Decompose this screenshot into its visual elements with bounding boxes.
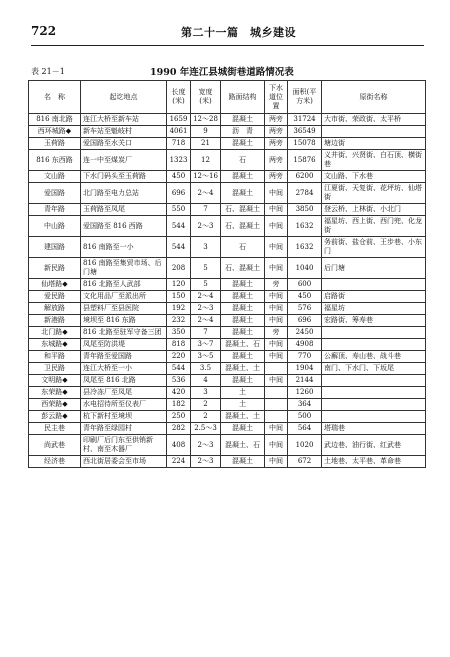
old-name-cell: 大市街、荣政街、太平桥: [322, 114, 426, 126]
sewer-cell: 中间: [265, 456, 288, 468]
old-name-cell: 后门塘: [322, 258, 426, 279]
width-cell: 12～28: [191, 114, 221, 126]
route-cell: 爱国路至 816 西路: [81, 216, 167, 237]
route-cell: 文化用品厂至派出所: [81, 291, 167, 303]
sewer-cell: 中间: [265, 339, 288, 351]
area-cell: 2450: [288, 327, 322, 339]
area-cell: 1260: [288, 387, 322, 399]
sewer-cell: 中间: [265, 435, 288, 456]
table-row: [29, 375, 426, 387]
old-name-cell: 武边巷、油行街、红武巷: [322, 435, 426, 456]
table-row: [29, 183, 426, 204]
route-cell: 印刷厂后门东至供销新村、南至木器厂: [81, 435, 167, 456]
sewer-cell: 两旁: [265, 138, 288, 150]
area-cell: 4908: [288, 339, 322, 351]
length-cell: 192: [167, 303, 191, 315]
road-name-cell: 新港路: [29, 315, 81, 327]
table-row: [29, 291, 426, 303]
road-name-cell: 爱民路: [29, 291, 81, 303]
width-cell: 5: [191, 279, 221, 291]
road-name-cell: 东荣路◆: [29, 387, 81, 399]
area-cell: 6200: [288, 171, 322, 183]
road-name-cell: 东城路◆: [29, 339, 81, 351]
route-cell: 爱国路至水关口: [81, 138, 167, 150]
surface-cell: 混凝土: [221, 375, 265, 387]
route-cell: 县冷冻厂至凤尾: [81, 387, 167, 399]
route-cell: 816 北路至人武部: [81, 279, 167, 291]
old-name-cell: [322, 399, 426, 411]
old-name-cell: 义井街、兴贤街、白石顶、横街巷: [322, 150, 426, 171]
surface-cell: 混凝土: [221, 456, 265, 468]
old-name-cell: 塔瑞巷: [322, 423, 426, 435]
table-row: [29, 150, 426, 171]
old-name-cell: 务前街、盐仓前、王步巷、小东门: [322, 237, 426, 258]
sewer-header: 下水道位置: [265, 81, 288, 114]
width-cell: 3～5: [191, 351, 221, 363]
road-name-cell: 民主巷: [29, 423, 81, 435]
table-label: 表 21－1: [31, 67, 65, 76]
area-cell: 600: [288, 279, 322, 291]
running-head: [31, 24, 424, 42]
length-cell: 718: [167, 138, 191, 150]
width-cell: 2: [191, 411, 221, 423]
old-name-cell: [322, 327, 426, 339]
surface-cell: 石、混凝土: [221, 216, 265, 237]
width-cell: 2～4: [191, 291, 221, 303]
old-name-cell: [322, 411, 426, 423]
old-name-cell: [322, 279, 426, 291]
length-cell: 544: [167, 216, 191, 237]
surface-cell: 混凝土: [221, 279, 265, 291]
route-cell: 凤尾至 816 北路: [81, 375, 167, 387]
sewer-cell: 旁: [265, 279, 288, 291]
route-cell: 水电招待所至仪表厂: [81, 399, 167, 411]
area-cell: 696: [288, 315, 322, 327]
road-name-cell: 尚武巷: [29, 435, 81, 456]
table-row: [29, 126, 426, 138]
length-cell: 1323: [167, 150, 191, 171]
length-cell: 536: [167, 375, 191, 387]
old-name-cell: [322, 375, 426, 387]
route-cell: 下水门码头至玉荷路: [81, 171, 167, 183]
table-row: [29, 435, 426, 456]
length-cell: 550: [167, 204, 191, 216]
width-cell: 9: [191, 126, 221, 138]
route-cell: 连一中至煤炭厂: [81, 150, 167, 171]
surface-cell: 土: [221, 387, 265, 399]
area-cell: 672: [288, 456, 322, 468]
length-cell: 182: [167, 399, 191, 411]
sewer-cell: 中间: [265, 183, 288, 204]
length-cell: 120: [167, 279, 191, 291]
sewer-cell: [265, 411, 288, 423]
surface-cell: 混凝土、石: [221, 435, 265, 456]
surface-cell: 混凝土: [221, 183, 265, 204]
surface-cell: 混凝土、土: [221, 411, 265, 423]
width-cell: 2～4: [191, 315, 221, 327]
table-row: [29, 387, 426, 399]
area-cell: 1632: [288, 237, 322, 258]
table-row: [29, 339, 426, 351]
table-row: [29, 423, 426, 435]
road-name-cell: 经济巷: [29, 456, 81, 468]
surface-cell: 混凝土: [221, 303, 265, 315]
route-cell: 青年路至绿园村: [81, 423, 167, 435]
table-row: [29, 204, 426, 216]
road-name-cell: 新民路: [29, 258, 81, 279]
width-cell: 2～3: [191, 456, 221, 468]
old-name-cell: 塘边街: [322, 138, 426, 150]
table-row: [29, 351, 426, 363]
area-header: 面积(平方米): [288, 81, 322, 114]
old-name-cell: 福星坊: [322, 303, 426, 315]
table-body: [29, 114, 426, 468]
area-cell: 576: [288, 303, 322, 315]
length-cell: 208: [167, 258, 191, 279]
road-name-cell: 西荣路◆: [29, 399, 81, 411]
surface-cell: 土: [221, 399, 265, 411]
width-cell: 2～3: [191, 303, 221, 315]
sewer-cell: 两旁: [265, 114, 288, 126]
area-cell: 1632: [288, 216, 322, 237]
route-cell: 816 南路至集贸市场、后门塘: [81, 258, 167, 279]
table-row: [29, 237, 426, 258]
old-name-cell: 福星坊、西上街、西门兜、化龙街: [322, 216, 426, 237]
surface-cell: 混凝土、土: [221, 363, 265, 375]
surface-cell: 混凝土: [221, 171, 265, 183]
surface-cell: 混凝土: [221, 315, 265, 327]
table-row: [29, 258, 426, 279]
old-name-cell: 土地巷、太平巷、革命巷: [322, 456, 426, 468]
old-name-cell: 南门、下水门、下坂尾: [322, 363, 426, 375]
route-cell: 青年路至爱国路: [81, 351, 167, 363]
route-cell: 西北街居委会至市场: [81, 456, 167, 468]
route-cell: 凤尾至防洪堤: [81, 339, 167, 351]
road-name-cell: 文明路◆: [29, 375, 81, 387]
road-name-cell: 爱国路: [29, 183, 81, 204]
table-title: 1990 年连江县城街巷道路情况表: [150, 67, 294, 78]
area-cell: 770: [288, 351, 322, 363]
area-cell: 31724: [288, 114, 322, 126]
route-header: 起讫地点: [81, 81, 167, 114]
surface-cell: 混凝土: [221, 291, 265, 303]
road-name-cell: 中山路: [29, 216, 81, 237]
road-name-cell: 西环城路◆: [29, 126, 81, 138]
length-cell: 150: [167, 291, 191, 303]
length-cell: 250: [167, 411, 191, 423]
area-cell: 1904: [288, 363, 322, 375]
sewer-cell: 中间: [265, 423, 288, 435]
road-name-cell: 和平路: [29, 351, 81, 363]
route-cell: 连江大桥至新车站: [81, 114, 167, 126]
sewer-cell: 两旁: [265, 150, 288, 171]
old-name-header: 原街名称: [322, 81, 426, 114]
surface-cell: 混凝土: [221, 327, 265, 339]
area-cell: 1040: [288, 258, 322, 279]
length-cell: 1659: [167, 114, 191, 126]
route-cell: 县塑料厂至县医院: [81, 303, 167, 315]
road-name-cell: 玉荷路: [29, 138, 81, 150]
area-cell: 564: [288, 423, 322, 435]
length-cell: 818: [167, 339, 191, 351]
surface-cell: 混凝土: [221, 114, 265, 126]
length-cell: 420: [167, 387, 191, 399]
length-cell: 450: [167, 171, 191, 183]
width-cell: 2: [191, 399, 221, 411]
surface-header: 路面结构: [221, 81, 265, 114]
surface-cell: 混凝土: [221, 138, 265, 150]
sewer-cell: 中间: [265, 258, 288, 279]
area-cell: 36549: [288, 126, 322, 138]
old-name-cell: [322, 126, 426, 138]
width-cell: 2～4: [191, 183, 221, 204]
area-cell: 1020: [288, 435, 322, 456]
sewer-cell: 两旁: [265, 126, 288, 138]
surface-cell: 石、混凝土: [221, 204, 265, 216]
length-cell: 224: [167, 456, 191, 468]
area-cell: 15078: [288, 138, 322, 150]
road-name-cell: 文山路: [29, 171, 81, 183]
length-cell: 282: [167, 423, 191, 435]
table-row: [29, 315, 426, 327]
header-rule: [31, 45, 424, 46]
area-cell: 364: [288, 399, 322, 411]
table-header: [29, 81, 426, 114]
road-name-cell: 青年路: [29, 204, 81, 216]
chapter-title: 第二十一篇 城乡建设: [181, 26, 296, 39]
sewer-cell: 中间: [265, 204, 288, 216]
width-cell: 2～3: [191, 216, 221, 237]
table-row: [29, 216, 426, 237]
surface-cell: 石、混凝土: [221, 258, 265, 279]
surface-cell: 混凝土: [221, 351, 265, 363]
surface-cell: 混凝土: [221, 423, 265, 435]
area-cell: 500: [288, 411, 322, 423]
old-name-cell: 公廨顶、寿山巷、战斗巷: [322, 351, 426, 363]
width-header: 宽度(米): [191, 81, 221, 114]
old-name-cell: 文山路、下水巷: [322, 171, 426, 183]
sewer-cell: 旁: [265, 327, 288, 339]
surface-cell: 沥 青: [221, 126, 265, 138]
width-cell: 2.5～3: [191, 423, 221, 435]
route-cell: 816 南路至一小: [81, 237, 167, 258]
table-row: [29, 114, 426, 126]
area-cell: 450: [288, 291, 322, 303]
length-header: 长度(米): [167, 81, 191, 114]
table-row: [29, 171, 426, 183]
old-name-cell: 登云桥、上林街、小北门: [322, 204, 426, 216]
table-row: [29, 456, 426, 468]
width-cell: 3.5: [191, 363, 221, 375]
sewer-cell: 中间: [265, 216, 288, 237]
width-cell: 3～7: [191, 339, 221, 351]
sewer-cell: 中间: [265, 291, 288, 303]
width-cell: 5: [191, 258, 221, 279]
length-cell: 232: [167, 315, 191, 327]
surface-cell: 石: [221, 237, 265, 258]
length-cell: 220: [167, 351, 191, 363]
area-cell: 3850: [288, 204, 322, 216]
width-cell: 7: [191, 327, 221, 339]
road-name-cell: 816 东西路: [29, 150, 81, 171]
old-name-cell: 宏路街、筹寿巷: [322, 315, 426, 327]
table-row: [29, 399, 426, 411]
route-cell: 816 北路至驻军守备三团: [81, 327, 167, 339]
width-cell: 12: [191, 150, 221, 171]
length-cell: 4061: [167, 126, 191, 138]
table-row: [29, 138, 426, 150]
route-cell: 新车站至魁岐村: [81, 126, 167, 138]
road-name-cell: 建国路: [29, 237, 81, 258]
sewer-cell: [265, 387, 288, 399]
old-name-cell: 江夏街、天复街、花坪坊、仙塔街: [322, 183, 426, 204]
table-row: [29, 303, 426, 315]
table-row: [29, 279, 426, 291]
old-name-cell: [322, 339, 426, 351]
width-cell: 4: [191, 375, 221, 387]
name-header: 名 称: [29, 81, 81, 114]
sewer-cell: 两旁: [265, 171, 288, 183]
road-name-cell: 816 南北路: [29, 114, 81, 126]
road-name-cell: 彭云路◆: [29, 411, 81, 423]
table-row: [29, 411, 426, 423]
road-name-cell: 北门路◆: [29, 327, 81, 339]
surface-cell: 石: [221, 150, 265, 171]
width-cell: 2～3: [191, 435, 221, 456]
sewer-cell: 中间: [265, 303, 288, 315]
area-cell: 2144: [288, 375, 322, 387]
road-name-cell: 解放路: [29, 303, 81, 315]
route-cell: 杭下新村至境坝: [81, 411, 167, 423]
sewer-cell: 中间: [265, 315, 288, 327]
road-table: [28, 80, 426, 468]
table-row: [29, 363, 426, 375]
route-cell: 连江大桥至一小: [81, 363, 167, 375]
sewer-cell: 中间: [265, 237, 288, 258]
table-row: [29, 327, 426, 339]
width-cell: 7: [191, 204, 221, 216]
width-cell: 12～16: [191, 171, 221, 183]
length-cell: 544: [167, 363, 191, 375]
area-cell: 15876: [288, 150, 322, 171]
sewer-cell: 中间: [265, 351, 288, 363]
area-cell: 2784: [288, 183, 322, 204]
old-name-cell: 启路街: [322, 291, 426, 303]
width-cell: 21: [191, 138, 221, 150]
road-name-cell: 卫民路: [29, 363, 81, 375]
sewer-cell: [265, 363, 288, 375]
length-cell: 350: [167, 327, 191, 339]
old-name-cell: [322, 387, 426, 399]
route-cell: 北门路至电力总站: [81, 183, 167, 204]
length-cell: 544: [167, 237, 191, 258]
route-cell: 玉荷路至凤尾: [81, 204, 167, 216]
route-cell: 境坝至 816 东路: [81, 315, 167, 327]
surface-cell: 混凝土、石: [221, 339, 265, 351]
length-cell: 696: [167, 183, 191, 204]
sewer-cell: [265, 399, 288, 411]
sewer-cell: 中间: [265, 375, 288, 387]
page-number: 722: [31, 24, 57, 38]
width-cell: 3: [191, 237, 221, 258]
road-name-cell: 仙塔路◆: [29, 279, 81, 291]
width-cell: 3: [191, 387, 221, 399]
length-cell: 408: [167, 435, 191, 456]
